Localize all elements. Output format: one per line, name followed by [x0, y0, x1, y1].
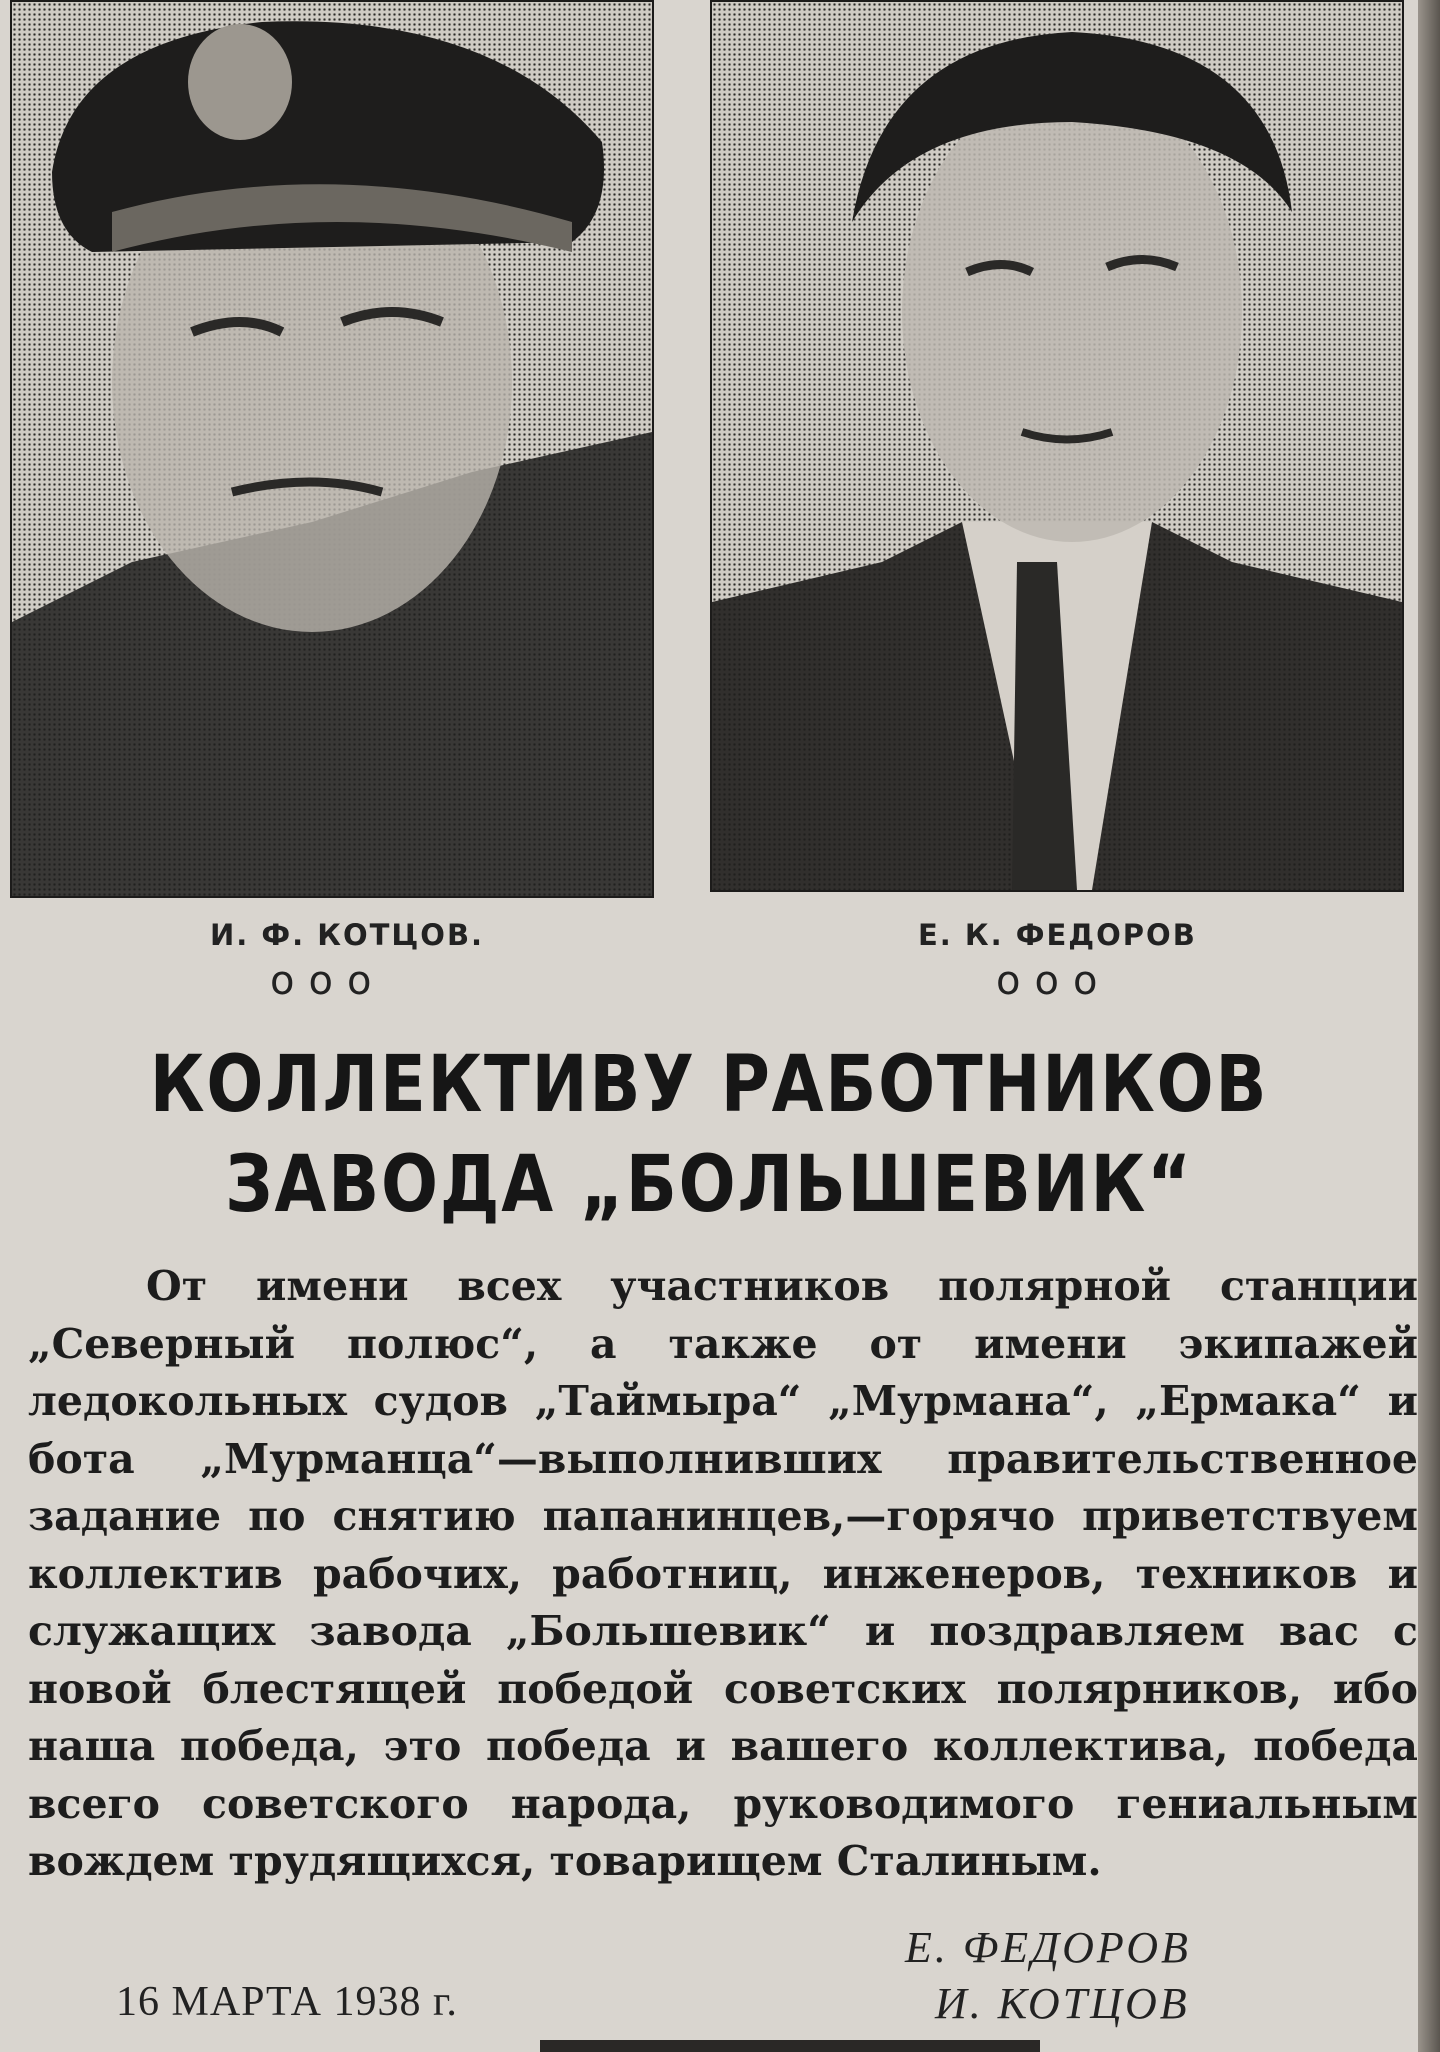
headline-line-2: ЗАВОДА „БОЛЬШЕВИК“	[225, 1140, 1193, 1230]
print-rule	[540, 2040, 1040, 2052]
headline-line-1: КОЛЛЕКТИВУ РАБОТНИКОВ	[149, 1040, 1269, 1130]
ornament-left: ооо	[270, 958, 386, 1004]
portrait-caption-right: Е. К. ФЕДОРОВ	[918, 918, 1197, 952]
signature-fedorov: Е. ФЕДОРОВ	[905, 1923, 1191, 1972]
portrait-cap-photo	[10, 0, 654, 898]
article-body: От имени всех участников полярной станции „Северный полюс“, а также от имени экипажей ледокольных судов „Таймыра“ „Мурмана“, „Ермака“ и бота „Мурманца“—выполнивших правительственное задание по снятию папанинцев,—горячо приветствуем коллектив рабочих, работниц, инженеров, техников и служащих завода „Большевик“ и поздравляем вас с новой блестящей победой советских полярников, ибо наша победа, это победа и вашего коллектива, победа всего советского народа, руководимого гениальным вождем трудящихся, товарищем Сталиным.	[28, 1262, 1418, 1885]
clipping-edge	[1418, 0, 1440, 2052]
portrait-tie-photo	[710, 0, 1404, 892]
signature-kotcov: И. КОТЦОВ	[935, 1979, 1190, 2028]
article-date: 16 МАРТА 1938 г.	[116, 1979, 458, 2025]
ornament-right: ооо	[996, 958, 1112, 1004]
portrait-caption-left: И. Ф. КОТЦОВ.	[210, 918, 485, 952]
